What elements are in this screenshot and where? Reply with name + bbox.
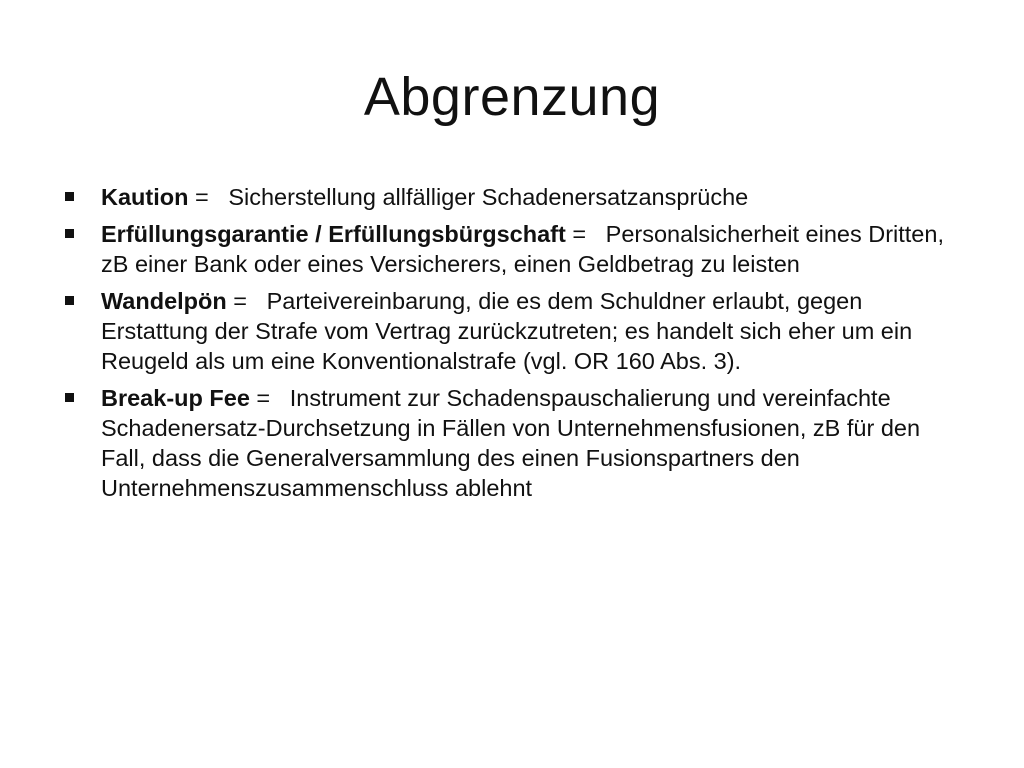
bullet-item-wandelpoen	[58, 286, 968, 376]
square-bullet-icon	[65, 229, 74, 238]
bullet-term: Kaution	[101, 184, 189, 210]
bullet-text: Instrument zur Schadenspauschalierung und vereinfachte Schadenersatz-Durchsetzung in Fällen von Unternehmensfusionen, zB für den Fall, dass die Generalversammlung des einen Fusionspartners den Unternehmenszusammenschluss ablehnt	[101, 385, 921, 501]
bullet-equals: =	[565, 221, 606, 247]
bullet-equals: =	[249, 385, 290, 411]
bullet-equals: =	[188, 184, 229, 210]
bullet-item-break-up-fee	[58, 383, 968, 503]
bullet-term: Break-up Fee	[101, 385, 250, 411]
bullet-equals: =	[226, 288, 267, 314]
square-bullet-icon	[65, 192, 74, 201]
slide-title: Abgrenzung	[363, 67, 661, 127]
bullet-text: Parteivereinbarung, die es dem Schuldner erlaubt, gegen Erstattung der Strafe vom Vertrag zurückzutreten; es handelt sich eher um ein Reugeld als um eine Konventionalstrafe (vgl. OR 160 Abs. 3).	[101, 288, 913, 374]
bullet-text: Personalsicherheit eines Dritten, zB einer Bank oder eines Versicherers, einen Geldbetrag zu leisten	[101, 221, 944, 277]
bullet-term: Wandelpön	[101, 288, 227, 314]
square-bullet-icon	[65, 393, 74, 402]
bullet-term: Erfüllungsgarantie / Erfüllungsbürgschaft	[101, 221, 566, 247]
bullet-item-kaution	[58, 182, 968, 212]
bullet-text: Sicherstellung allfälliger Schadenersatzansprüche	[228, 184, 749, 210]
bullet-item-erfuellungsgarantie	[58, 219, 968, 279]
bullet-list	[58, 182, 968, 510]
square-bullet-icon	[65, 296, 74, 305]
